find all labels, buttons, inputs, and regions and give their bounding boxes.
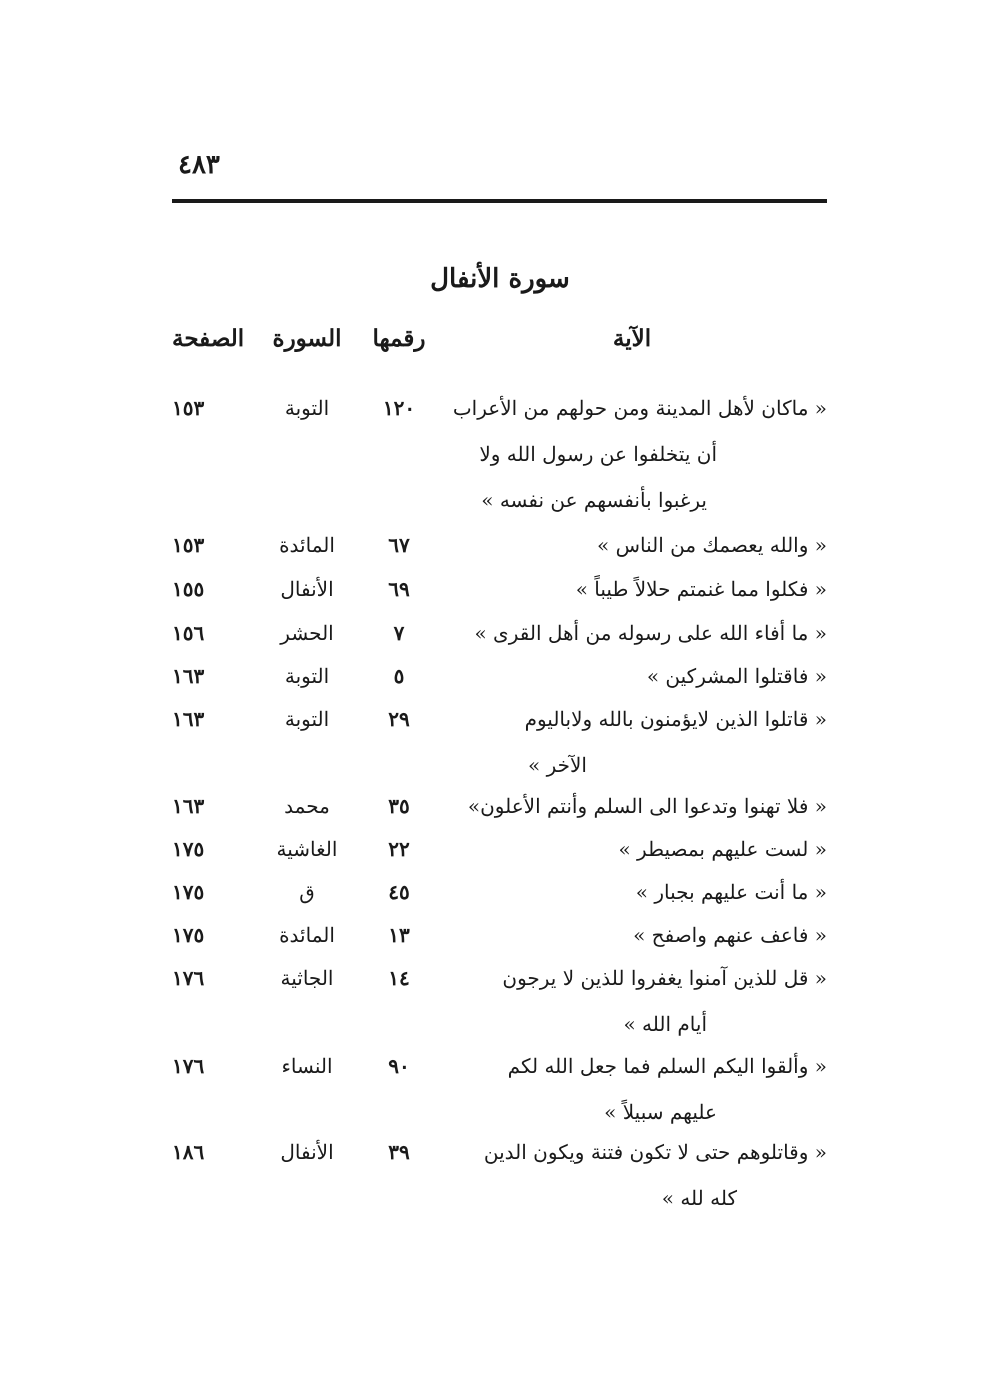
verse-line: أن يتخلفوا عن رسول الله ولا bbox=[479, 442, 717, 466]
surah-name: الأنفال bbox=[280, 577, 334, 601]
verse-line: « قل للذين آمنوا يغفروا للذين لا يرجون bbox=[502, 966, 827, 990]
page-ref: ١٥٣ bbox=[172, 533, 205, 557]
header-number: رقمها bbox=[372, 325, 426, 352]
page-ref: ١٧٥ bbox=[172, 880, 205, 904]
table-header bbox=[172, 325, 827, 361]
header-page: الصفحة bbox=[172, 325, 245, 352]
verse-line: يرغبوا بأنفسهم عن نفسه » bbox=[481, 488, 707, 512]
verse-text bbox=[437, 696, 827, 788]
verse-text bbox=[437, 1129, 827, 1221]
verse-number: ٦٩ bbox=[388, 577, 410, 601]
verse-line: « فاعف عنهم واصفح » bbox=[633, 923, 827, 947]
verse-text bbox=[437, 869, 827, 915]
verse-text bbox=[437, 522, 827, 568]
surah-name: التوبة bbox=[284, 664, 330, 688]
surah-name: الحشر bbox=[280, 621, 334, 645]
verse-line: « فاقتلوا المشركين » bbox=[646, 664, 827, 688]
page-ref: ١٨٦ bbox=[172, 1140, 205, 1164]
surah-name: الجاثية bbox=[280, 966, 334, 990]
verse-line: « قاتلوا الذين لايؤمنون بالله ولاباليوم bbox=[524, 707, 827, 731]
page-ref: ١٥٥ bbox=[172, 577, 205, 601]
verse-text bbox=[437, 912, 827, 958]
verse-text bbox=[437, 610, 827, 656]
verse-number: ٣٩ bbox=[388, 1140, 410, 1164]
verse-text bbox=[437, 955, 827, 1047]
verse-number: ٧ bbox=[393, 621, 405, 645]
verse-line: « والله يعصمك من الناس » bbox=[596, 533, 827, 557]
verse-line: « ما أفاء الله على رسوله من أهل القرى » bbox=[474, 621, 827, 645]
verse-number: ١٣ bbox=[388, 923, 410, 947]
verse-number: ٣٥ bbox=[388, 794, 410, 818]
page-ref: ١٦٣ bbox=[172, 707, 205, 731]
verse-line: « ماكان لأهل المدينة ومن حولهم من الأعراب bbox=[452, 396, 827, 420]
verse-text bbox=[437, 566, 827, 612]
verse-number: ٤٥ bbox=[388, 880, 410, 904]
page-number: ٤٨٣ bbox=[178, 150, 220, 180]
verse-number: ٩٠ bbox=[388, 1054, 410, 1078]
surah-name: الأنفال bbox=[280, 1140, 334, 1164]
surah-name: محمد bbox=[284, 794, 330, 818]
page-ref: ١٥٣ bbox=[172, 396, 205, 420]
surah-name: التوبة bbox=[284, 707, 330, 731]
verse-line: كله لله » bbox=[661, 1186, 737, 1210]
page-ref: ١٧٦ bbox=[172, 966, 205, 990]
verse-line: « فكلوا مما غنمتم حلالاً طيباً » bbox=[575, 577, 827, 601]
header-surah: السورة bbox=[272, 325, 342, 352]
surah-name: المائدة bbox=[279, 533, 335, 557]
header-verse: الآية bbox=[612, 325, 652, 352]
verse-text bbox=[437, 1043, 827, 1135]
page-ref: ١٥٦ bbox=[172, 621, 205, 645]
verse-number: ٦٧ bbox=[388, 533, 410, 557]
verse-text bbox=[437, 783, 827, 829]
section-title: سورة الأنفال bbox=[430, 264, 570, 294]
surah-name: الغاشية bbox=[276, 837, 338, 861]
verse-line: « لست عليهم بمصيطر » bbox=[618, 837, 827, 861]
header-divider bbox=[172, 199, 827, 203]
verse-line: « وقاتلوهم حتى لا تكون فتنة ويكون الدين bbox=[483, 1140, 827, 1164]
page-ref: ١٦٣ bbox=[172, 664, 205, 688]
verse-line: أيام الله » bbox=[623, 1012, 707, 1036]
page-ref: ١٦٣ bbox=[172, 794, 205, 818]
surah-name: النساء bbox=[281, 1054, 333, 1078]
surah-name: ق bbox=[299, 880, 315, 904]
verse-line: « فلا تهنوا وتدعوا الى السلم وأنتم الأعلون» bbox=[467, 794, 827, 818]
verse-number: ١٤ bbox=[388, 966, 410, 990]
verse-text bbox=[437, 653, 827, 699]
verse-number: ٥ bbox=[393, 664, 405, 688]
surah-name: التوبة bbox=[284, 396, 330, 420]
verse-text bbox=[437, 826, 827, 872]
verse-line: الآخر » bbox=[528, 753, 587, 777]
page-ref: ١٧٥ bbox=[172, 837, 205, 861]
verse-number: ٢٩ bbox=[388, 707, 410, 731]
verse-number: ٢٢ bbox=[388, 837, 410, 861]
page-ref: ١٧٦ bbox=[172, 1054, 205, 1078]
verse-line: « ما أنت عليهم بجبار » bbox=[635, 880, 827, 904]
surah-name: المائدة bbox=[279, 923, 335, 947]
verse-line: « وألقوا اليكم السلم فما جعل الله لكم bbox=[507, 1054, 827, 1078]
verse-line: عليهم سبيلاً » bbox=[604, 1100, 717, 1124]
verse-text bbox=[437, 385, 827, 523]
verse-number: ١٢٠ bbox=[382, 396, 416, 420]
page-ref: ١٧٥ bbox=[172, 923, 205, 947]
